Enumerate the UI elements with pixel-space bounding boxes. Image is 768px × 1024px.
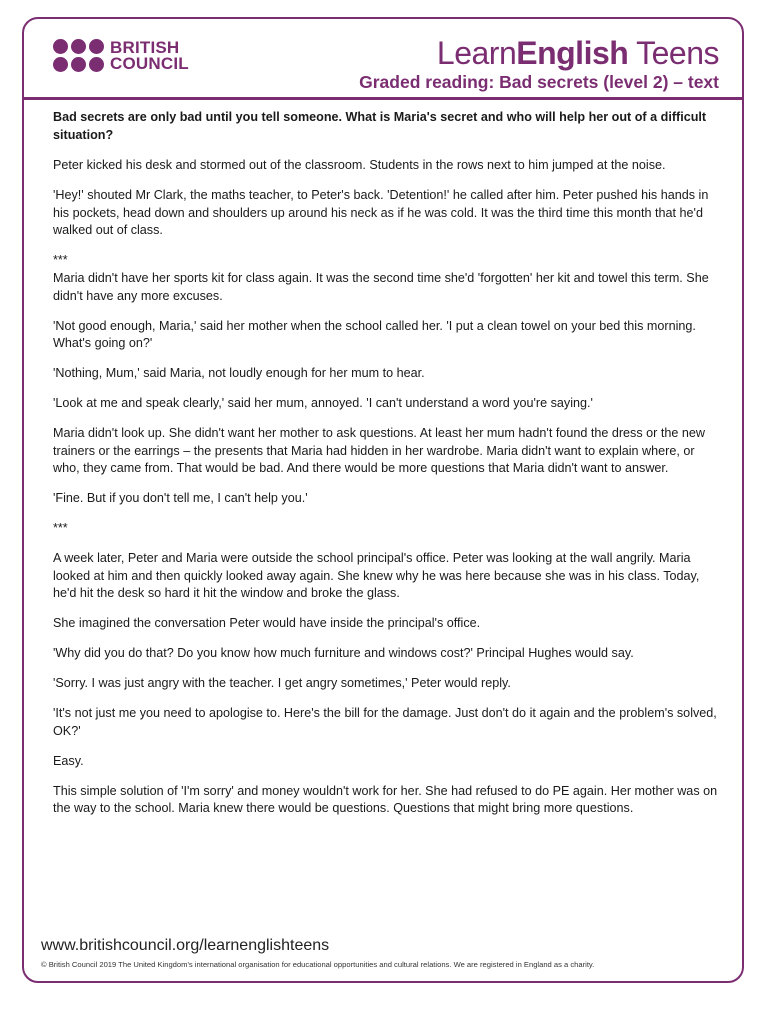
paragraph: Maria didn't have her sports kit for class again. It was the second time she'd 'forgotten' her kit and towel this term. She didn't have any more excuses. bbox=[53, 270, 709, 303]
paragraph: 'Why did you do that? Do you know how much furniture and windows cost?' Principal Hughes would say. bbox=[53, 646, 634, 661]
section-separator: *** bbox=[53, 253, 68, 268]
paragraph: 'It's not just me you need to apologise to. Here's the bill for the damage. Just don't do it again and the problem's solved, OK?' bbox=[53, 706, 717, 738]
paragraph: This simple solution of 'I'm sorry' and money wouldn't work for her. She had refused to do PE again. Her mother was on the way to the school. Maria knew there would be questions. Questions that might bring more questions. bbox=[53, 783, 718, 816]
logo-text bbox=[110, 37, 189, 73]
section-separator: *** bbox=[53, 521, 68, 536]
page-frame bbox=[22, 17, 744, 983]
paragraph: Maria didn't look up. She didn't want her mother to ask questions. At least her mum hadn't found the dress or the new trainers or the earrings – the presents that Maria had hidden in her wardrobe. Maria didn't want to explain where, or who, they came from. That would be bad. And there would be more questions that Maria didn't want to answer. bbox=[53, 426, 705, 476]
paragraph: Easy. bbox=[53, 753, 84, 768]
paragraph: 'Sorry. I was just angry with the teacher. I get angry sometimes,' Peter would reply. bbox=[53, 676, 511, 691]
logo-dots-icon bbox=[53, 39, 104, 72]
brand-teens: Teens bbox=[628, 35, 719, 71]
british-council-logo bbox=[53, 39, 189, 72]
brand-english: English bbox=[516, 35, 629, 71]
paragraph: She imagined the conversation Peter would have inside the principal's office. bbox=[53, 616, 481, 631]
header bbox=[24, 19, 742, 99]
paragraph: 'Look at me and speak clearly,' said her mum, annoyed. 'I can't understand a word you're saying.' bbox=[53, 396, 593, 411]
paragraph: 'Hey!' shouted Mr Clark, the maths teacher, to Peter's back. 'Detention!' he called after him. Peter pushed his hands in his pockets, head down and shoulders up around his neck as if he was cold. It was the third time this month that he'd walked out of class. bbox=[53, 188, 709, 238]
footer-copyright: © British Council 2019 The United Kingdom's international organisation for educational opportunities and cultural relations. We are registered in England as a charity. bbox=[41, 960, 595, 969]
page-title: Graded reading: Bad secrets (level 2) – text bbox=[359, 72, 719, 92]
brand-learn: Learn bbox=[436, 35, 517, 71]
logo-line-2: COUNCIL bbox=[110, 53, 189, 73]
paragraph: 'Not good enough, Maria,' said her mother when the school called her. 'I put a clean towel on your bed this morning. What's going on?' bbox=[53, 318, 696, 351]
intro-paragraph: Bad secrets are only bad until you tell someone. What is Maria's secret and who will help her out of a difficult situation? bbox=[53, 110, 707, 142]
paragraph: A week later, Peter and Maria were outside the school principal's office. Peter was looking at the wall angrily. Maria looked at him and then quickly looked away again. She knew why he was here because she was in his class. Today, he'd hit the desk so hard it hit the window and broke the glass. bbox=[53, 551, 700, 601]
paragraph: 'Fine. But if you don't tell me, I can't help you.' bbox=[53, 491, 308, 506]
paragraph: Peter kicked his desk and stormed out of the classroom. Students in the rows next to him jumped at the noise. bbox=[53, 158, 666, 173]
learnenglish-teens-brand bbox=[437, 35, 719, 72]
paragraph: 'Nothing, Mum,' said Maria, not loudly enough for her mum to hear. bbox=[53, 366, 425, 381]
logo-line-1: BRITISH bbox=[110, 37, 180, 57]
header-divider bbox=[24, 97, 742, 100]
story-text bbox=[53, 109, 723, 830]
footer-url[interactable]: www.britishcouncil.org/learnenglishteens bbox=[41, 937, 330, 954]
